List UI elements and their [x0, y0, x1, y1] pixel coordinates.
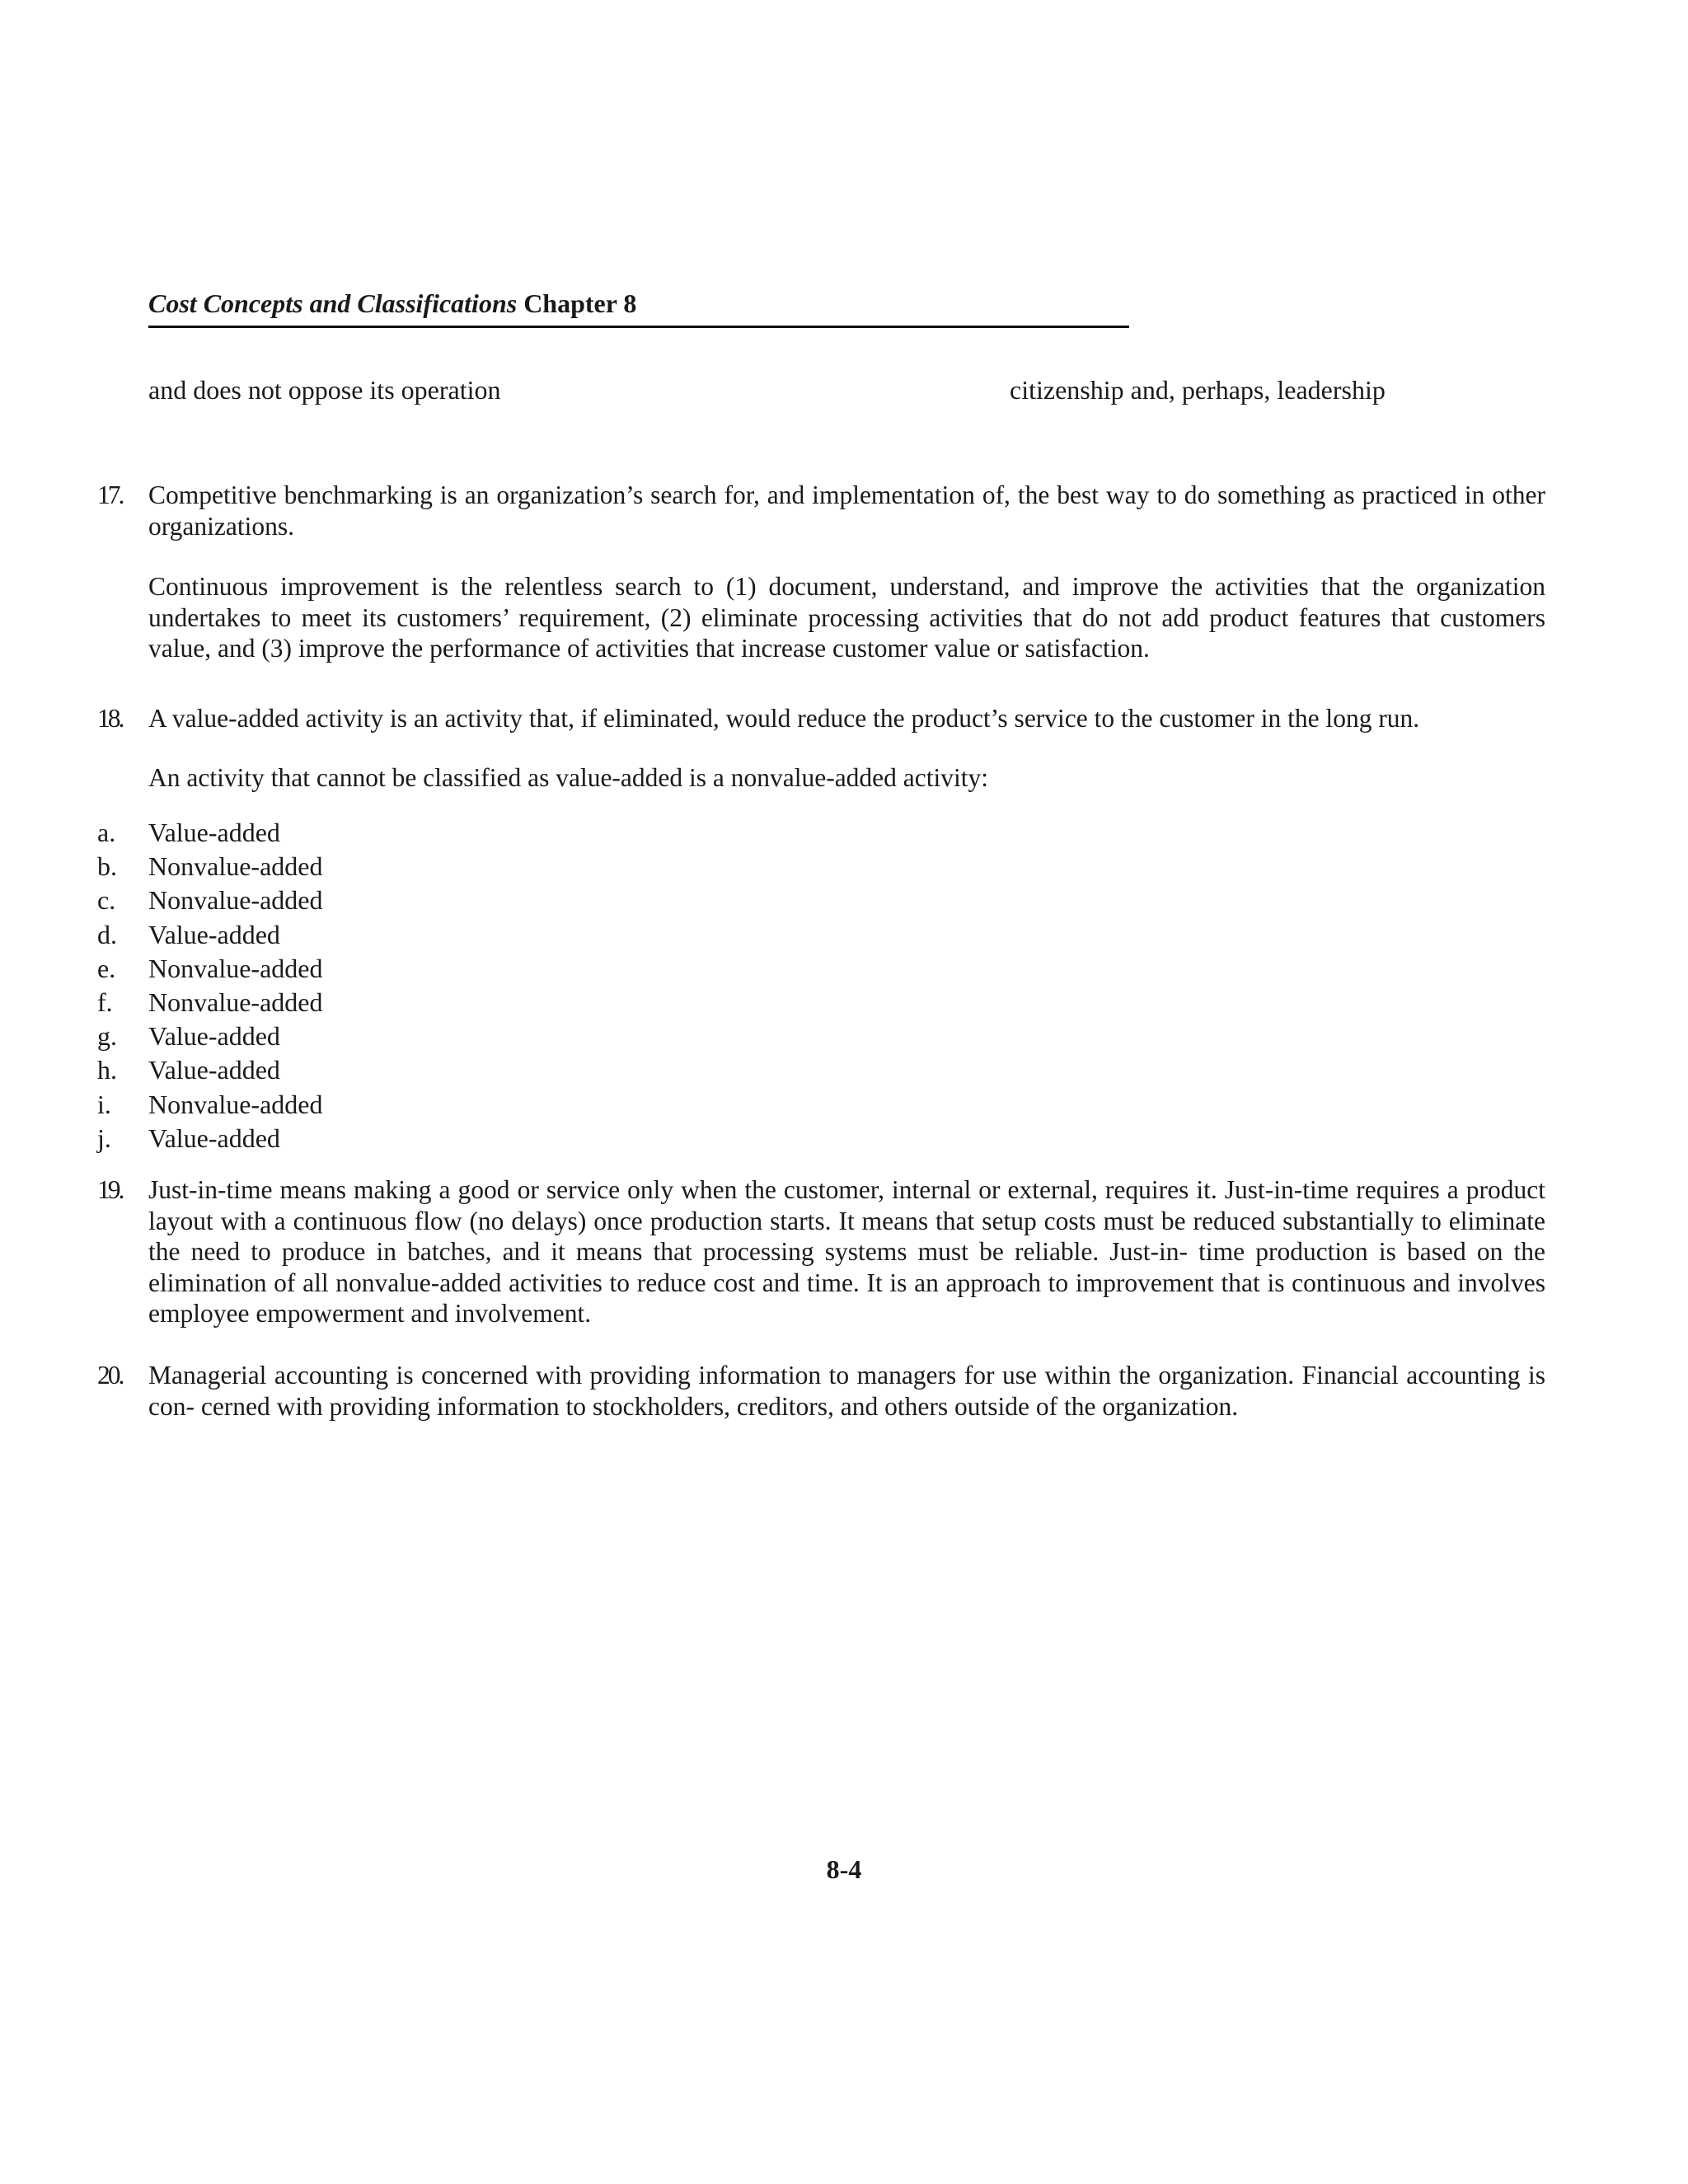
list-text: Nonvalue-added: [148, 885, 323, 916]
list-text: Value-added: [148, 1021, 280, 1052]
list-text: Value-added: [148, 1122, 280, 1153]
running-header: [148, 288, 636, 319]
list-letter: b.: [97, 851, 117, 882]
chapter-number: Chapter 8: [523, 288, 637, 318]
list-text: Nonvalue-added: [148, 987, 323, 1017]
question-17: [97, 480, 1545, 541]
list-text: Nonvalue-added: [148, 953, 323, 983]
question-text: Managerial accounting is concerned with providing information to managers for use within the organization. Financial accounting is con- cerned with providing information to stockholders, creditors, and others outside of the organization.: [148, 1361, 1545, 1421]
question-18-paragraph-2: An activity that cannot be classified as value-added is a nonvalue-added activity:: [148, 763, 989, 792]
list-letter: a.: [97, 818, 116, 847]
question-number: 20.: [97, 1361, 123, 1390]
list-item: [97, 1088, 725, 1122]
list-letter: d.: [97, 919, 117, 949]
list-letter: h.: [97, 1055, 117, 1085]
question-number: 17.: [97, 480, 123, 509]
question-17-paragraph-2: Continuous improvement is the relentless search to (1) document, understand, and improve the activities that the organization undertakes to meet its customers’ requirement, (2) eliminate processing activities that do not add product features that customers value, and (3) improve the performance of activities that increase customer value or satisfaction.: [148, 572, 1545, 663]
list-item: [97, 1053, 725, 1087]
list-letter: c.: [97, 885, 116, 916]
list-letter: g.: [97, 1021, 117, 1052]
list-text: Nonvalue-added: [148, 1089, 323, 1119]
activity-classification-list: [97, 816, 725, 1155]
list-item: [97, 986, 725, 1019]
list-item: [97, 952, 725, 986]
question-text: Competitive benchmarking is an organization’s search for, and implementation of, the best way to do something as practiced in other organizations.: [148, 480, 1545, 541]
list-letter: f.: [97, 987, 113, 1017]
list-text: Value-added: [148, 919, 280, 949]
question-18: [97, 703, 1545, 734]
header-rule: [148, 326, 1129, 328]
question-text: Just-in-time means making a good or service only when the customer, internal or external, requires it. Just-in-time requires a product layout with a continuous flow (no delays) once production starts. It means that setup costs must be reduced substantially to eliminate the need to produce in batches, and it means that processing systems must be reliable. Just-in- time production is based on the elimination of all nonvalue-added activities to reduce cost and time. It is an approach to improvement that is continuous and involves employee empowerment and involvement.: [148, 1175, 1545, 1328]
list-text: Value-added: [148, 1055, 280, 1085]
continuation-right: citizenship and, perhaps, leadership: [1010, 375, 1386, 405]
list-text: Value-added: [148, 818, 280, 847]
list-item: [97, 1122, 725, 1155]
question-number: 18.: [97, 704, 123, 733]
list-item: [97, 850, 725, 883]
question-text: A value-added activity is an activity that, if eliminated, would reduce the product’s service to the customer in the long run.: [148, 704, 1420, 733]
list-text: Nonvalue-added: [148, 851, 323, 882]
list-letter: i.: [97, 1089, 111, 1119]
list-item: [97, 918, 725, 952]
list-item: [97, 1019, 725, 1053]
page-number: 8-4: [826, 1854, 862, 1884]
list-letter: j.: [97, 1122, 111, 1153]
chapter-title: Cost Concepts and Classifications: [148, 288, 518, 318]
list-item: [97, 816, 725, 850]
continuation-left: and does not oppose its operation: [148, 375, 501, 405]
question-20: [97, 1360, 1545, 1422]
list-item: [97, 883, 725, 917]
list-letter: e.: [97, 953, 116, 983]
question-19: [97, 1174, 1545, 1329]
question-number: 19.: [97, 1175, 123, 1204]
